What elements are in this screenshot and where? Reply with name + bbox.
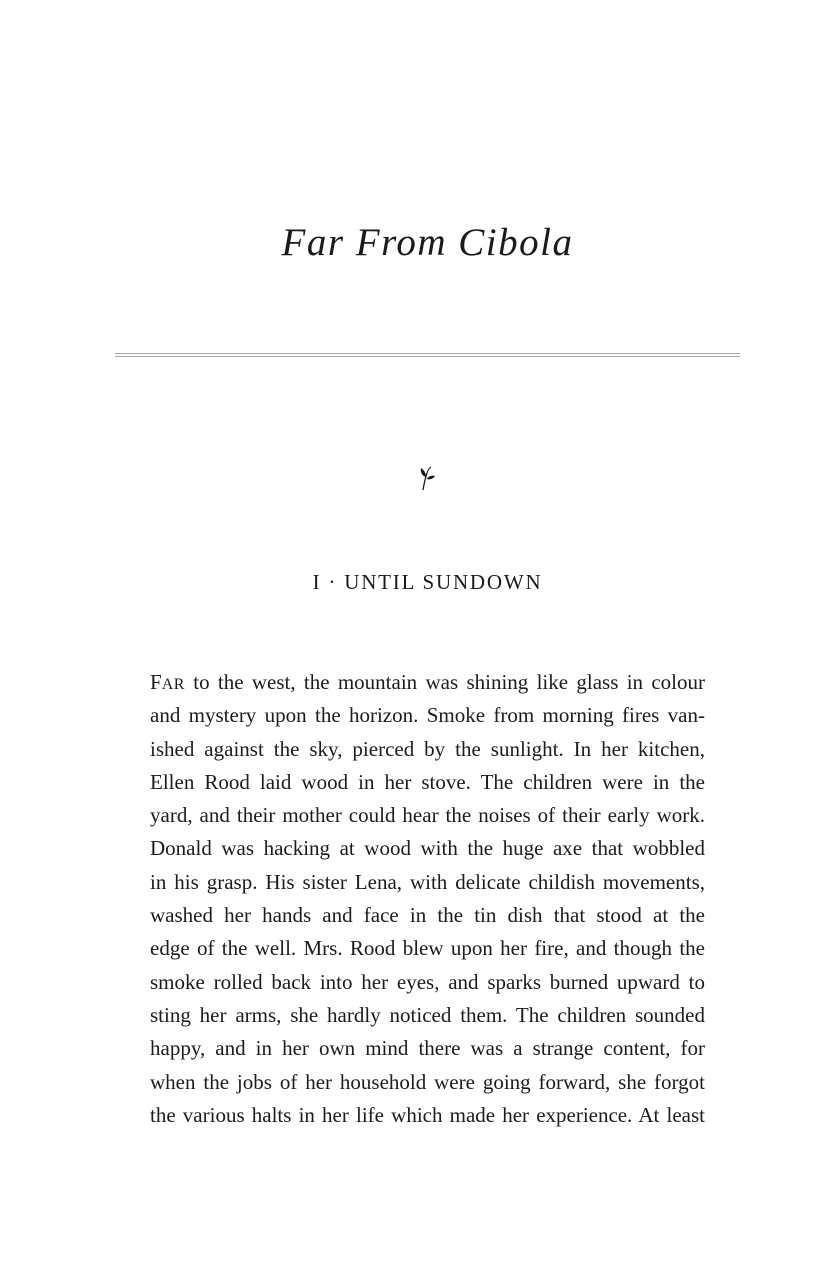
text-line: ished against the sky, pierced by the sunlight. In her kitchen, [150,736,705,761]
first-line-text: to the west, the mountain was shining like glass in colour [184,670,705,694]
text-line: smoke rolled back into her eyes, and sparks burned upward to [150,969,705,994]
text-line: when the jobs of her household were going forward, she forgot [150,1069,705,1094]
text-line: edge of the well. Mrs. Rood blew upon her fire, and though the [150,936,705,961]
text-line: and mystery upon the horizon. Smoke from morning fires van- [150,703,705,728]
drop-word-initial: F [150,670,162,694]
text-line [150,666,705,699]
chapter-heading: I · UNTIL SUNDOWN [312,570,543,594]
text-line: Ellen Rood laid wood in her stove. The children were in the [150,769,705,794]
double-rule-divider [115,353,740,357]
text-line: in his grasp. His sister Lena, with delicate childish movements, [150,869,705,894]
text-line: the various halts in her life which made her experience. At least [150,1102,705,1127]
text-line: Donald was hacking at wood with the huge axe that wobbled [150,836,705,861]
body-paragraph [150,666,705,1132]
text-line: happy, and in her own mind there was a strange content, for [150,1036,705,1061]
leaf-sprig-icon [414,465,438,491]
drop-word-smallcaps: AR [161,676,185,693]
book-title: Far From Cibola [281,221,574,264]
text-line: sting her arms, she hardly noticed them. The children sounded [150,1002,705,1027]
text-line: yard, and their mother could hear the noises of their early work. [150,803,705,828]
text-line: washed her hands and face in the tin dish that stood at the [150,903,705,928]
